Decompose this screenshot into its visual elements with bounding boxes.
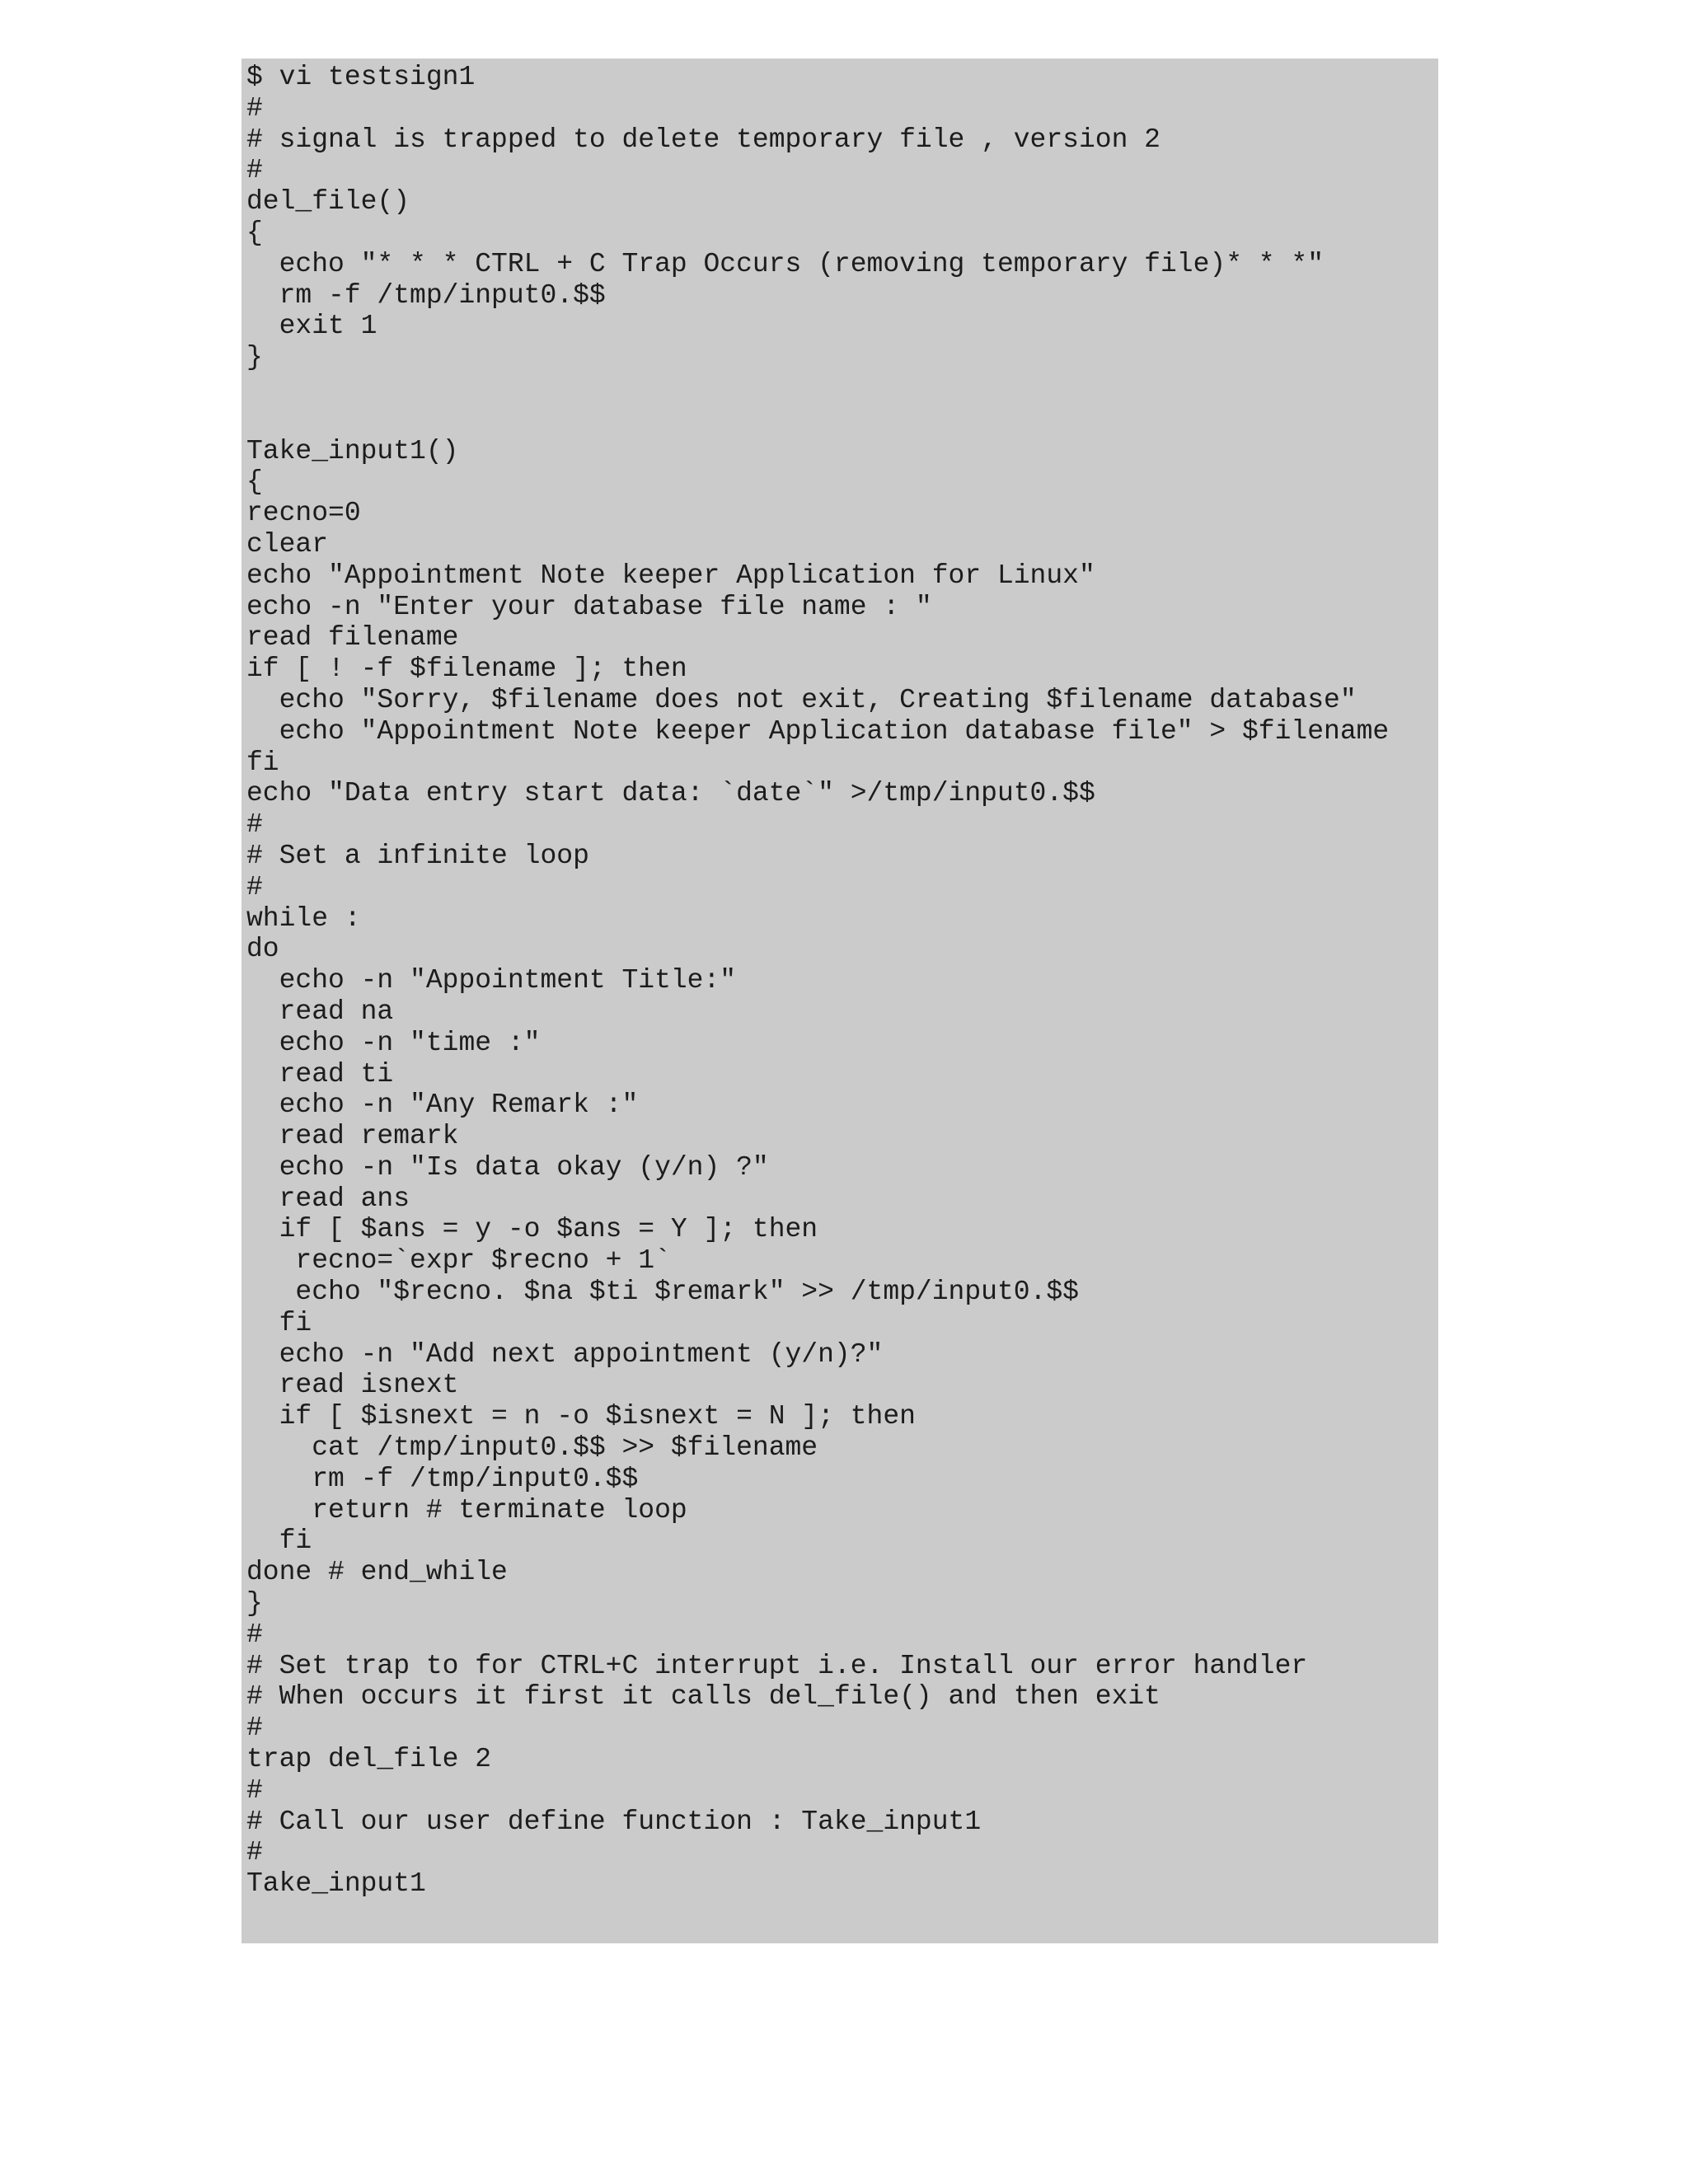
code-line: # Set a infinite loop xyxy=(246,840,589,871)
code-line: Take_input1() xyxy=(246,435,459,466)
code-line: rm -f /tmp/input0.$$ xyxy=(246,1463,639,1494)
code-line: echo -n "Appointment Title:" xyxy=(246,965,737,996)
code-line: read remark xyxy=(246,1121,459,1152)
code-line: trap del_file 2 xyxy=(246,1744,492,1775)
code-line: if [ $isnext = n -o $isnext = N ]; then xyxy=(246,1401,916,1432)
code-line: if [ $ans = y -o $ans = Y ]; then xyxy=(246,1214,818,1245)
code-line: { xyxy=(246,466,263,498)
code-line: rm -f /tmp/input0.$$ xyxy=(246,279,606,311)
code-line: echo "Appointment Note keeper Application for Linux" xyxy=(246,560,1095,591)
code-line: # xyxy=(246,1774,263,1806)
code-line: exit 1 xyxy=(246,311,377,342)
code-line: } xyxy=(246,1588,263,1619)
code-lines xyxy=(246,62,1389,1900)
code-line: cat /tmp/input0.$$ >> $filename xyxy=(246,1432,818,1464)
code-line xyxy=(246,373,1389,405)
code-line: echo -n "Add next appointment (y/n)?" xyxy=(246,1338,884,1370)
code-line xyxy=(246,405,1389,436)
code-line: read ti xyxy=(246,1058,394,1090)
code-line: return # terminate loop xyxy=(246,1494,687,1526)
code-line: echo "Data entry start data: `date`" >/tmp/input0.$$ xyxy=(246,778,1095,809)
code-line: fi xyxy=(246,747,279,778)
code-line: read na xyxy=(246,996,394,1027)
code-line: recno=0 xyxy=(246,498,361,529)
code-listing-block xyxy=(241,59,1438,1943)
code-line: recno=`expr $recno + 1` xyxy=(246,1245,671,1277)
code-line: fi xyxy=(246,1526,312,1557)
code-line: while : xyxy=(246,902,361,934)
code-line: # Set trap to for CTRL+C interrupt i.e. Install our error handler xyxy=(246,1650,1308,1681)
code-line: } xyxy=(246,342,263,373)
code-line: echo -n "time :" xyxy=(246,1027,541,1058)
code-line: # Call our user define function : Take_input1 xyxy=(246,1806,982,1837)
code-line: echo -n "Enter your database file name : " xyxy=(246,591,932,622)
code-line: clear xyxy=(246,528,329,560)
code-line: done # end_while xyxy=(246,1557,508,1588)
code-line: echo "Appointment Note keeper Application database file" > $filename xyxy=(246,715,1390,747)
code-line: # xyxy=(246,1713,263,1744)
code-line: read isnext xyxy=(246,1370,459,1401)
code-line: read ans xyxy=(246,1183,410,1214)
code-line: echo "* * * CTRL + C Trap Occurs (removing temporary file)* * *" xyxy=(246,248,1325,279)
code-line: # signal is trapped to delete temporary file , version 2 xyxy=(246,124,1160,155)
code-line: # When occurs it first it calls del_file() and then exit xyxy=(246,1681,1160,1713)
code-line: fi xyxy=(246,1307,312,1338)
code-line: echo -n "Any Remark :" xyxy=(246,1090,639,1121)
code-line: read filename xyxy=(246,622,459,654)
code-line: # xyxy=(246,1837,263,1868)
code-line: # xyxy=(246,871,263,902)
code-line: do xyxy=(246,934,279,965)
code-line: # xyxy=(246,809,263,841)
code-line: del_file() xyxy=(246,186,410,218)
code-line: Take_input1 xyxy=(246,1868,426,1900)
code-line: echo "Sorry, $filename does not exit, Creating $filename database" xyxy=(246,684,1357,715)
code-line: echo -n "Is data okay (y/n) ?" xyxy=(246,1151,769,1183)
code-line: if [ ! -f $filename ]; then xyxy=(246,654,687,685)
code-line: # xyxy=(246,1619,263,1650)
code-line: # xyxy=(246,92,263,124)
code-line: # xyxy=(246,155,263,186)
code-line: { xyxy=(246,217,263,248)
code-line: $ vi testsign1 xyxy=(246,62,476,92)
code-line: echo "$recno. $na $ti $remark" >> /tmp/input0.$$ xyxy=(246,1277,1079,1308)
